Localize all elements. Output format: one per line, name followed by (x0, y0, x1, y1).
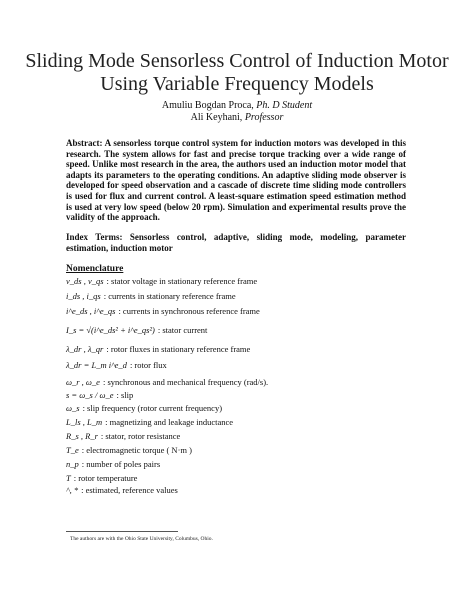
nomenclature-symbol: i^e_ds , i^e_qs (66, 306, 116, 316)
author-role: Ph. D Student (256, 100, 313, 111)
author-2 (0, 112, 474, 124)
abstract-text: A sensorless torque control system for induction motors was developed in this research. The system allows for fast and precise torque tracking over a wide range of speed. Unlike most research in the area, the authors used an induction motor model that adapts its parameters to the operating conditions. An adaptive sliding mode observer is developed for speed observation and a cascade of discrete time sliding mode controllers is used for flux and current control. A least-square estimation speed estimation method is used at very low speed (below 20 rpm). Simulation and experimental results prove the validity of the approach. (66, 138, 406, 223)
nomenclature-symbol: s = ω_s / ω_e (66, 390, 114, 400)
nomenclature-desc: : rotor temperature (73, 473, 138, 483)
nomenclature-item (66, 377, 268, 387)
abstract (66, 138, 406, 223)
nomenclature-desc: : slip (116, 390, 134, 400)
nomenclature-item (66, 485, 178, 495)
author-role: Professor (244, 112, 284, 123)
nomenclature-symbol: ω_r , ω_e (66, 377, 100, 387)
nomenclature-desc: : estimated, reference values (81, 485, 178, 495)
nomenclature-desc: : electromagnetic torque ( N·m ) (81, 445, 192, 455)
nomenclature-symbol: n_p (66, 459, 79, 469)
index-terms-label: Index Terms: (66, 232, 123, 242)
nomenclature-item (66, 276, 257, 286)
author-name: Ali Keyhani, (190, 112, 245, 123)
nomenclature-item (66, 360, 167, 370)
nomenclature-symbol: i_ds , i_qs (66, 291, 101, 301)
nomenclature-symbol: I_s = √(i^e_ds² + i^e_qs²) (66, 325, 155, 335)
abstract-label: Abstract: (66, 138, 103, 148)
nomenclature-desc: : rotor flux (129, 360, 167, 370)
nomenclature-desc: : stator current (157, 325, 208, 335)
nomenclature-desc: : stator, rotor resistance (100, 431, 181, 441)
nomenclature-item (66, 344, 250, 354)
index-terms (66, 232, 406, 253)
author-block (0, 100, 474, 124)
nomenclature-symbol: v_ds , v_qs (66, 276, 104, 286)
nomenclature-item (66, 306, 260, 316)
nomenclature-desc: : rotor fluxes in stationary reference frame (106, 344, 251, 354)
nomenclature-item (66, 445, 192, 455)
nomenclature-item (66, 291, 236, 301)
nomenclature-symbol: L_ls , L_m (66, 417, 103, 427)
author-name: Amuliu Bogdan Proca, (161, 100, 257, 111)
author-1 (0, 100, 474, 112)
nomenclature-item (66, 431, 180, 441)
nomenclature-desc: : magnetizing and leakage inductance (105, 417, 234, 427)
nomenclature-desc: : currents in synchronous reference frame (118, 306, 260, 316)
nomenclature-symbol: ω_s (66, 403, 80, 413)
nomenclature-item (66, 403, 222, 413)
index-terms-text: Sensorless control, adaptive, sliding mode, modeling, parameter estimation, induction motor (66, 232, 406, 253)
nomenclature-desc: : stator voltage in stationary reference frame (106, 276, 258, 286)
nomenclature-symbol: λ_dr , λ_qr (66, 344, 104, 354)
nomenclature-symbol: λ_dr = L_m i^e_d (66, 360, 127, 370)
nomenclature-item (66, 459, 160, 469)
nomenclature-item (66, 390, 133, 400)
nomenclature-symbol: ^, * (66, 485, 79, 495)
nomenclature-desc: : slip frequency (rotor current frequency) (82, 403, 223, 413)
nomenclature-symbol: T (66, 473, 71, 483)
nomenclature-heading: Nomenclature (66, 264, 124, 274)
nomenclature-desc: : synchronous and mechanical frequency (rad/s). (102, 377, 269, 387)
footnote: The authors are with the Ohio State University, Columbus, Ohio. (70, 536, 213, 542)
footnote-divider (66, 531, 178, 532)
nomenclature-desc: : number of poles pairs (81, 459, 161, 469)
nomenclature-item (66, 473, 137, 483)
paper-title: Sliding Mode Sensorless Control of Induction Motor Using Variable Frequency Models (25, 50, 449, 95)
nomenclature-item (66, 325, 207, 335)
nomenclature-desc: : currents in stationary reference frame (103, 291, 236, 301)
nomenclature-item (66, 417, 233, 427)
nomenclature-symbol: R_s , R_r (66, 431, 98, 441)
nomenclature-symbol: T_e (66, 445, 79, 455)
